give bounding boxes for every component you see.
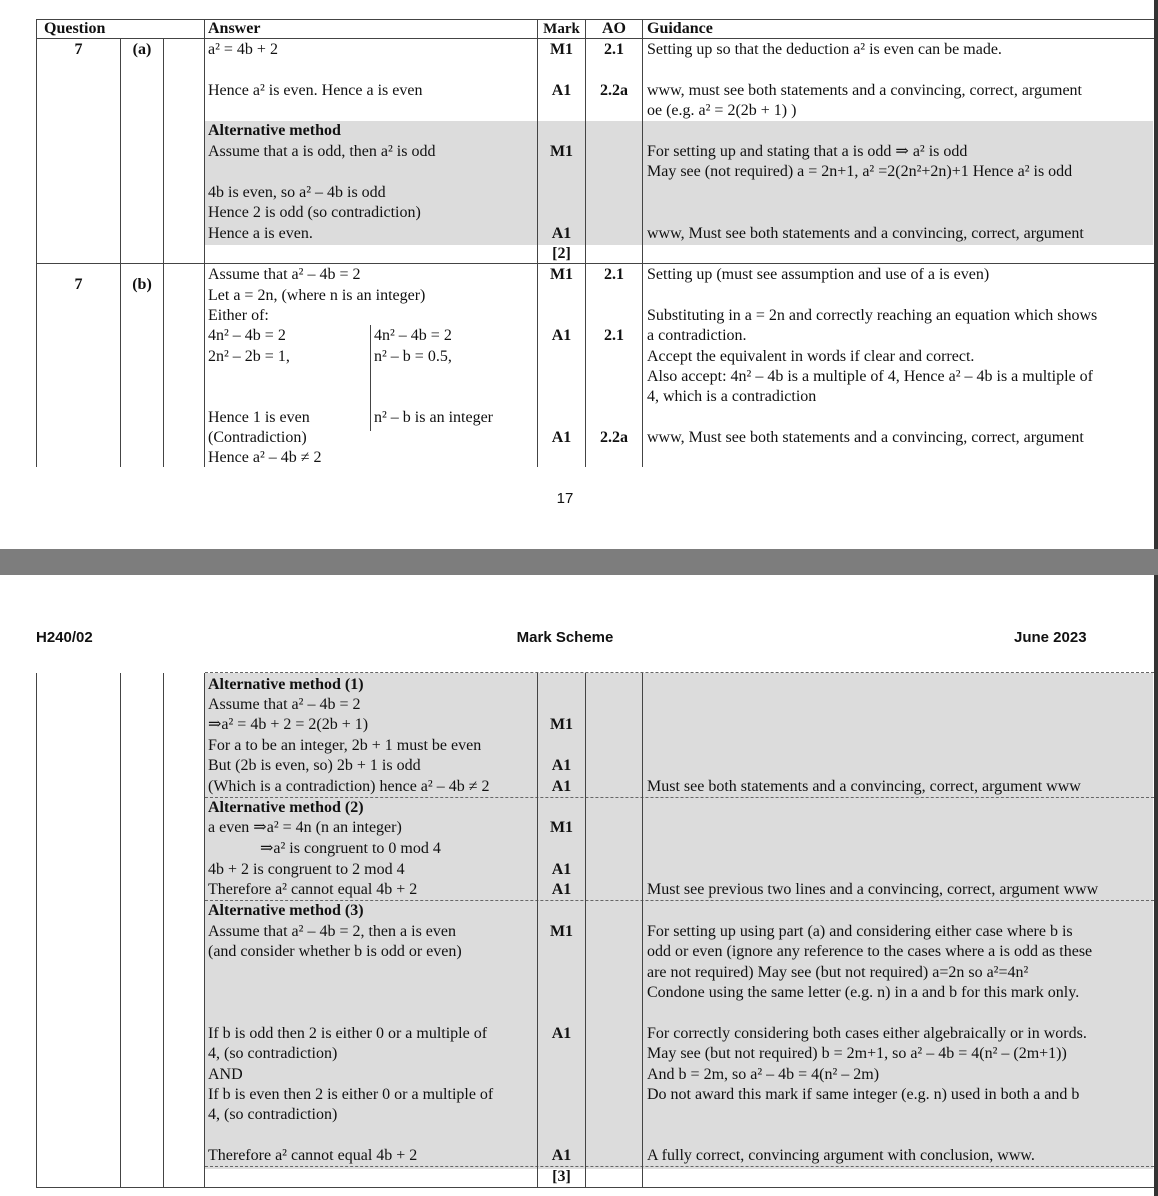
mark: A1 <box>551 757 572 774</box>
page-gap <box>0 549 1158 575</box>
ao: 2.1 <box>604 266 624 283</box>
alt-ao-shade <box>586 673 642 1169</box>
mark: M1 <box>549 41 574 58</box>
alt-method-title: Alternative method <box>208 122 341 139</box>
answer-line: n² – b is an integer <box>374 409 493 426</box>
answer-line: Either of: <box>208 307 269 324</box>
ao: 2.1 <box>604 327 624 344</box>
header-answer: Answer <box>208 20 261 37</box>
header-guidance: Guidance <box>647 20 713 37</box>
document-title: Mark Scheme <box>516 629 614 646</box>
question-part: (a) <box>132 41 152 58</box>
ao: 2.2a <box>600 429 628 446</box>
guidance-line: are not required) May see (but not required) a=2n so a²=4n² <box>647 964 1029 981</box>
guidance-line: Must see both statements and a convincing, correct, argument www <box>647 778 1081 795</box>
mark: A1 <box>551 881 572 898</box>
answer-line: ⇒a² = 4b + 2 = 2(2b + 1) <box>208 716 369 733</box>
guidance-line: For setting up using part (a) and considering either case where b is <box>647 923 1073 940</box>
total-marks: [3] <box>552 1168 571 1185</box>
question-number: 7 <box>74 276 83 293</box>
mark: A1 <box>551 1147 572 1164</box>
answer-line: Therefore a² cannot equal 4b + 2 <box>208 1147 418 1164</box>
guidance-line: Condone using the same letter (e.g. n) in a and b for this mark only. <box>647 984 1080 1001</box>
mark: A1 <box>551 429 572 446</box>
guidance-line: www, must see both statements and a convincing, correct, argument <box>647 82 1082 99</box>
answer-line: If b is odd then 2 is either 0 or a multiple of <box>208 1025 488 1042</box>
guidance-line: A fully correct, convincing argument with conclusion, www. <box>647 1147 1035 1164</box>
guidance-line: And b = 2m, so a² – 4b = 4(n² – 2m) <box>647 1066 880 1083</box>
mark: A1 <box>551 778 572 795</box>
guidance-line: oe (e.g. a² = 2(2b + 1) ) <box>647 102 797 119</box>
answer-line: For a to be an integer, 2b + 1 must be even <box>208 737 482 754</box>
answer-line: n² – b = 0.5, <box>374 348 452 365</box>
answer-line: Let a = 2n, (where n is an integer) <box>208 287 426 304</box>
answer-line: If b is even then 2 is either 0 or a multiple of <box>208 1086 494 1103</box>
col-rule <box>642 673 643 1188</box>
col-rule <box>120 673 121 1188</box>
mark: A1 <box>551 82 572 99</box>
answer-line: But (2b is even, so) 2b + 1 is odd <box>208 757 421 774</box>
col-rule <box>642 19 643 467</box>
col-rule <box>163 38 164 467</box>
mark: M1 <box>549 923 574 940</box>
answer-line: Assume that a² – 4b = 2, then a is even <box>208 923 456 940</box>
guidance-line: For correctly considering both cases either algebraically or in words. <box>647 1025 1087 1042</box>
answer-line: Assume that a is odd, then a² is odd <box>208 143 436 160</box>
answer-line: Hence a² is even. Hence a is even <box>208 82 423 99</box>
header-question: Question <box>44 20 106 37</box>
answer-line: AND <box>208 1066 243 1083</box>
ao: 2.2a <box>600 82 628 99</box>
either-divider <box>370 325 371 431</box>
dashed-rule <box>205 1166 1154 1167</box>
dashed-rule <box>205 672 1154 673</box>
alt-method-title: Alternative method (1) <box>208 676 364 693</box>
answer-line: Hence a² – 4b ≠ 2 <box>208 449 322 466</box>
col-rule <box>204 673 205 1188</box>
guidance-line: 4, which is a contradiction <box>647 388 817 405</box>
guidance-line: Accept the equivalent in words if clear and correct. <box>647 348 975 365</box>
ao: 2.1 <box>604 41 624 58</box>
page-edge <box>1154 0 1158 549</box>
mark: A1 <box>551 861 572 878</box>
mark: A1 <box>551 327 572 344</box>
guidance-line: a contradiction. <box>647 327 747 344</box>
mark: A1 <box>551 1025 572 1042</box>
answer-line: Therefore a² cannot equal 4b + 2 <box>208 881 418 898</box>
guidance-line: Also accept: 4n² – 4b is a multiple of 4, Hence a² – 4b is a multiple of <box>647 368 1093 385</box>
answer-line: 4, (so contradiction) <box>208 1106 338 1123</box>
guidance-line: Must see previous two lines and a convincing, correct, argument www <box>647 881 1099 898</box>
total-marks: [2] <box>552 245 571 262</box>
answer-line: 4b + 2 is congruent to 2 mod 4 <box>208 861 405 878</box>
alt-method-title: Alternative method (2) <box>208 799 364 816</box>
question-number: 7 <box>74 41 83 58</box>
guidance-line: Setting up (must see assumption and use of a is even) <box>647 266 990 283</box>
mark: A1 <box>551 225 572 242</box>
answer-line: 4, (so contradiction) <box>208 1045 338 1062</box>
col-rule <box>204 19 205 467</box>
page-number: 17 <box>556 490 574 507</box>
question-part: (b) <box>132 276 152 293</box>
alt-method-title: Alternative method (3) <box>208 902 364 919</box>
header-mark: Mark <box>543 21 580 37</box>
answer-line: (and consider whether b is odd or even) <box>208 943 462 960</box>
answer-line: Hence a is even. <box>208 225 313 242</box>
guidance-line: Do not award this mark if same integer (e.g. n) used in both a and b <box>647 1086 1080 1103</box>
document-date: June 2023 <box>1014 629 1087 646</box>
col-rule <box>120 38 121 467</box>
guidance-line: www, Must see both statements and a convincing, correct, argument <box>647 429 1084 446</box>
guidance-line: Substituting in a = 2n and correctly reaching an equation which shows <box>647 307 1098 324</box>
col-rule <box>36 673 37 1188</box>
answer-line: (Which is a contradiction) hence a² – 4b ≠ 2 <box>208 778 490 795</box>
answer-line: ⇒a² is congruent to 0 mod 4 <box>260 840 441 857</box>
guidance-line: For setting up and stating that a is odd ⇒ a² is odd <box>647 143 968 160</box>
guidance-line: May see (not required) a = 2n+1, a² =2(2n²+2n)+1 Hence a² is odd <box>647 163 1073 180</box>
answer-line: Hence 1 is even <box>208 409 310 426</box>
answer-line: 4n² – 4b = 2 <box>374 327 452 344</box>
answer-line: 4b is even, so a² – 4b is odd <box>208 184 386 201</box>
answer-line: (Contradiction) <box>208 429 307 446</box>
col-rule <box>163 673 164 1188</box>
col-rule <box>36 19 37 467</box>
answer-line: 4n² – 4b = 2 <box>208 327 286 344</box>
col-rule <box>585 673 586 1188</box>
answer-line: a even ⇒a² = 4n (n an integer) <box>208 819 402 836</box>
mark: M1 <box>549 266 574 283</box>
document-code: H240/02 <box>36 629 93 646</box>
mark: M1 <box>549 716 574 733</box>
page-edge <box>1154 575 1158 1196</box>
mark: M1 <box>549 819 574 836</box>
alt-ao-shade <box>586 121 642 245</box>
guidance-line: Setting up so that the deduction a² is even can be made. <box>647 41 1002 58</box>
mark: M1 <box>549 143 574 160</box>
guidance-line: www, Must see both statements and a convincing, correct, argument <box>647 225 1084 242</box>
alt-mark-shade <box>538 673 585 1169</box>
guidance-line: odd or even (ignore any reference to the cases where a is odd as these <box>647 943 1093 960</box>
answer-line: 2n² – 2b = 1, <box>208 348 290 365</box>
header-ao: AO <box>602 20 626 37</box>
answer-line: Assume that a² – 4b = 2 <box>208 266 361 283</box>
answer-line: a² = 4b + 2 <box>208 41 278 58</box>
answer-line: Assume that a² – 4b = 2 <box>208 696 361 713</box>
answer-line: Hence 2 is odd (so contradiction) <box>208 204 421 221</box>
guidance-line: May see (but not required) b = 2m+1, so a² – 4b = 4(n² – (2m+1)) <box>647 1045 1067 1062</box>
